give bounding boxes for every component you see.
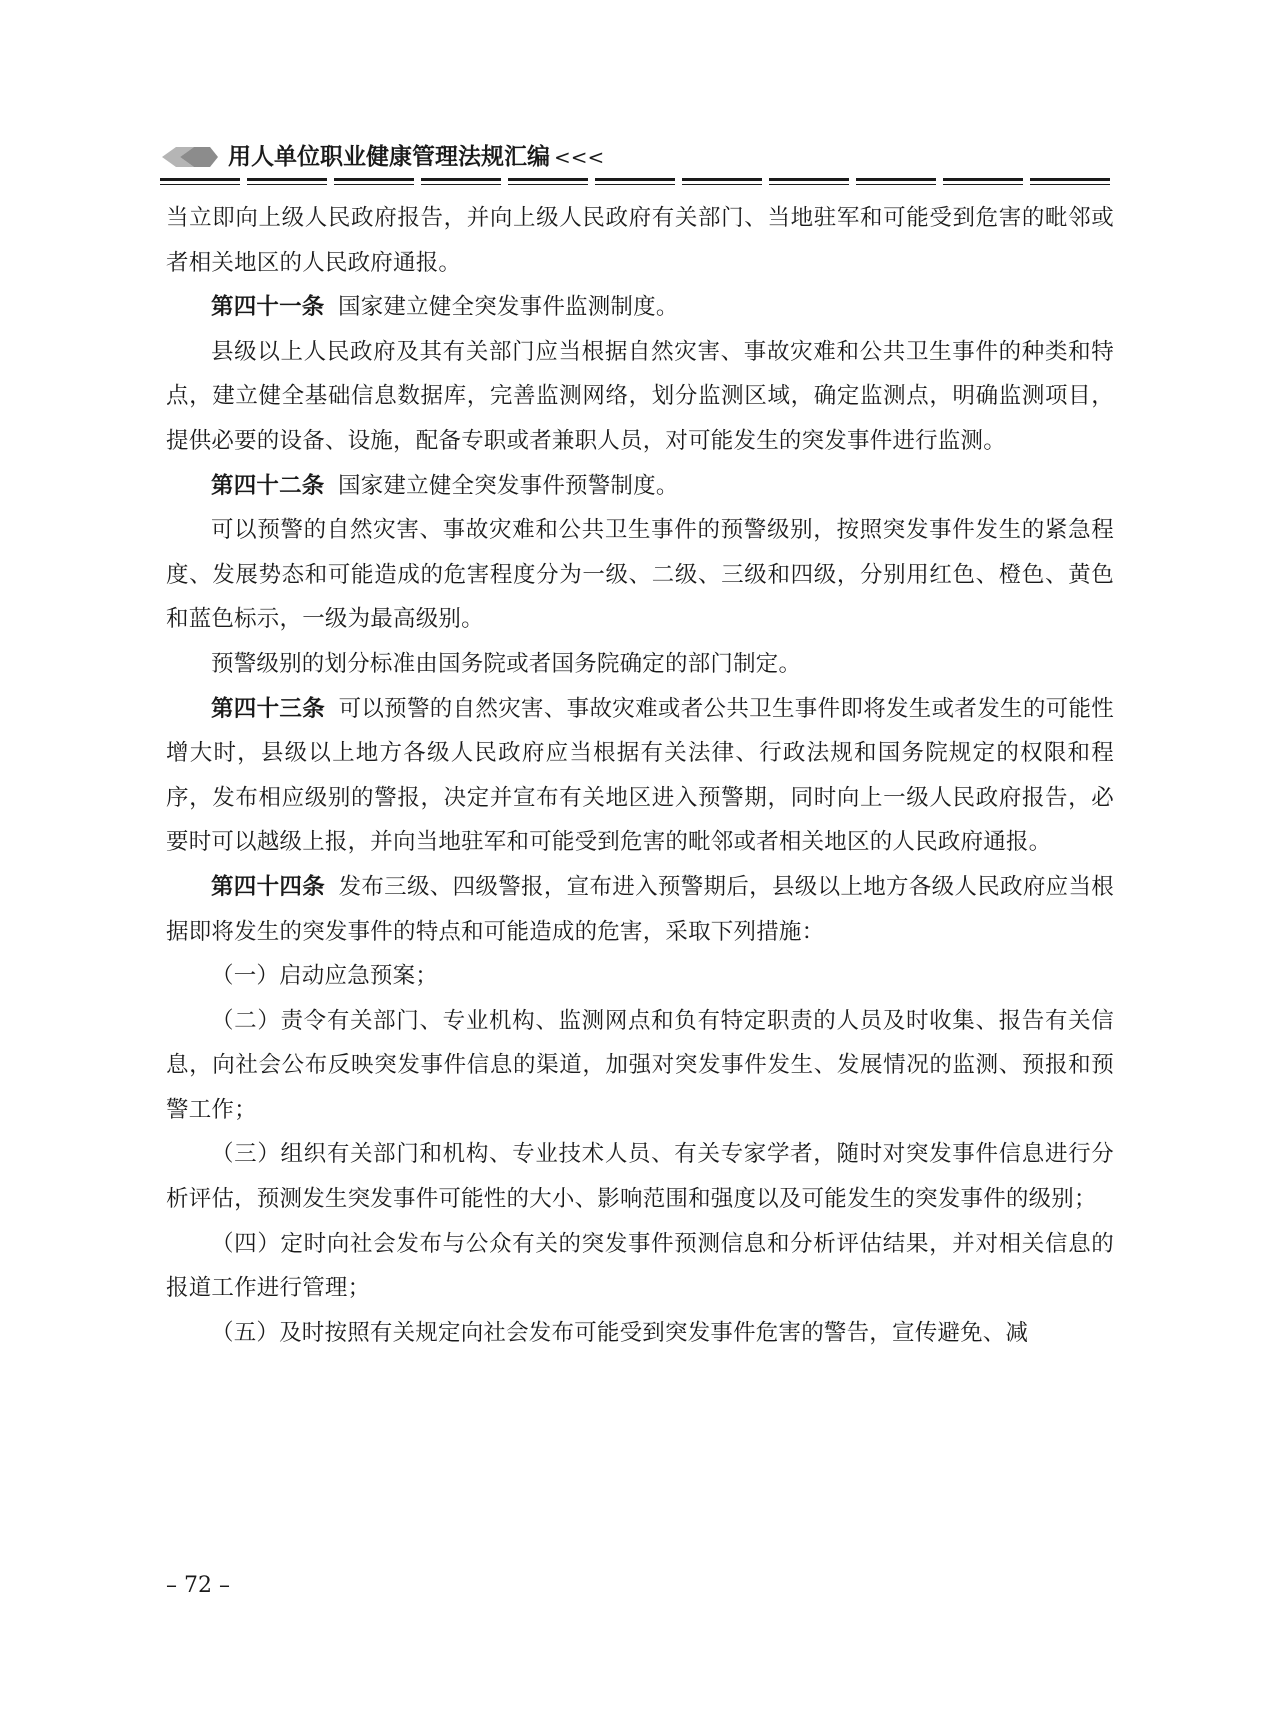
header-rule (160, 178, 1110, 190)
paragraph-text: 国家建立健全突发事件预警制度。 (338, 472, 679, 499)
paragraph (166, 196, 1114, 285)
paragraph (166, 1311, 1114, 1356)
paragraph (166, 1132, 1114, 1221)
paragraph (166, 1222, 1114, 1311)
paragraph (166, 285, 1114, 330)
paragraph (166, 508, 1114, 642)
rule-segment (595, 178, 675, 181)
rule-segment (856, 184, 936, 185)
paragraph-text: 预警级别的划分标准由国务院或者国务院确定的部门制定。 (211, 650, 802, 677)
paragraph-text: （三）组织有关部门和机构、专业技术人员、有关专家学者，随时对突发事件信息进行分析评估，预测发生突发事件可能性的大小、影响范围和强度以及可能发生的突发事件的级别； (166, 1141, 1114, 1213)
rule-segment (769, 178, 849, 181)
rule-segment (1030, 184, 1110, 185)
paragraph-text: 当立即向上级人民政府报告，并向上级人民政府有关部门、当地驻军和可能受到危害的毗邻或者相关地区的人民政府通报。 (166, 205, 1114, 276)
rule-segment (247, 178, 327, 181)
rule-segment (508, 178, 588, 181)
paragraph-text: 可以预警的自然灾害、事故灾难或者公共卫生事件即将发生或者发生的可能性增大时，县级以上地方各级人民政府应当根据有关法律、行政法规和国务院规定的权限和程序，发布相应级别的警报，决定并宣布有关地区进入预警期，同时向上一级人民政府报告，必要时可以越级上报，并向当地驻军和可能受到危害的毗邻或者相关地区的人民政府通报。 (166, 695, 1114, 856)
rule-segment (334, 178, 414, 181)
article-number: 第四十二条 (211, 472, 325, 499)
paragraph-text: （一）启动应急预案； (211, 963, 439, 990)
header-title-text: 用人单位职业健康管理法规汇编 (228, 143, 550, 170)
paragraph (166, 865, 1114, 954)
rule-segment (682, 184, 762, 185)
rule-segment (160, 184, 240, 185)
rule-segment (856, 178, 936, 181)
rule-segment (160, 178, 240, 181)
paragraph-text: 国家建立健全突发事件监测制度。 (338, 294, 679, 321)
paragraph (166, 999, 1114, 1133)
paragraph (166, 954, 1114, 999)
paragraph (166, 464, 1114, 509)
header-arrows: <<< (554, 145, 605, 169)
article-number: 第四十四条 (211, 873, 326, 900)
paragraph-text: （五）及时按照有关规定向社会发布可能受到突发事件危害的警告，宣传避免、减 (211, 1319, 1029, 1346)
rule-segment (682, 178, 762, 181)
page-body (166, 196, 1114, 1355)
rule-segment (508, 184, 588, 185)
rule-segment (247, 184, 327, 185)
paragraph-text: 发布三级、四级警报，宣布进入预警期后，县级以上地方各级人民政府应当根据即将发生的突发事件的特点和可能造成的危害，采取下列措施： (166, 873, 1114, 945)
paragraph (166, 330, 1114, 464)
page-number: – 72 – (166, 1573, 230, 1598)
paragraph (166, 642, 1114, 687)
paragraph-text: 县级以上人民政府及其有关部门应当根据自然灾害、事故灾难和公共卫生事件的种类和特点，建立健全基础信息数据库，完善监测网络，划分监测区域，确定监测点，明确监测项目，提供必要的设备、设施，配备专职或者兼职人员，对可能发生的突发事件进行监测。 (166, 338, 1114, 454)
rule-segment (421, 178, 501, 181)
double-diamond-logo-icon (160, 143, 220, 171)
paragraph-text: 可以预警的自然灾害、事故灾难和公共卫生事件的预警级别，按照突发事件发生的紧急程度、发展势态和可能造成的危害程度分为一级、二级、三级和四级，分别用红色、橙色、黄色和蓝色标示，一级为最高级别。 (166, 517, 1114, 633)
running-header (160, 139, 1110, 179)
rule-segment (943, 184, 1023, 185)
rule-segment (421, 184, 501, 185)
header-title (228, 139, 604, 175)
paragraph-text: （二）责令有关部门、专业机构、监测网点和负有特定职责的人员及时收集、报告有关信息，向社会公布反映突发事件信息的渠道，加强对突发事件发生、发展情况的监测、预报和预警工作； (166, 1007, 1114, 1123)
rule-segment (943, 178, 1023, 181)
paragraph (166, 687, 1114, 865)
article-number: 第四十三条 (211, 695, 326, 722)
rule-segment (334, 184, 414, 185)
paragraph-text: （四）定时向社会发布与公众有关的突发事件预测信息和分析评估结果，并对相关信息的报道工作进行管理； (166, 1230, 1114, 1302)
rule-segment (769, 184, 849, 185)
rule-segment (1030, 178, 1110, 181)
rule-segment (595, 184, 675, 185)
article-number: 第四十一条 (211, 294, 325, 321)
